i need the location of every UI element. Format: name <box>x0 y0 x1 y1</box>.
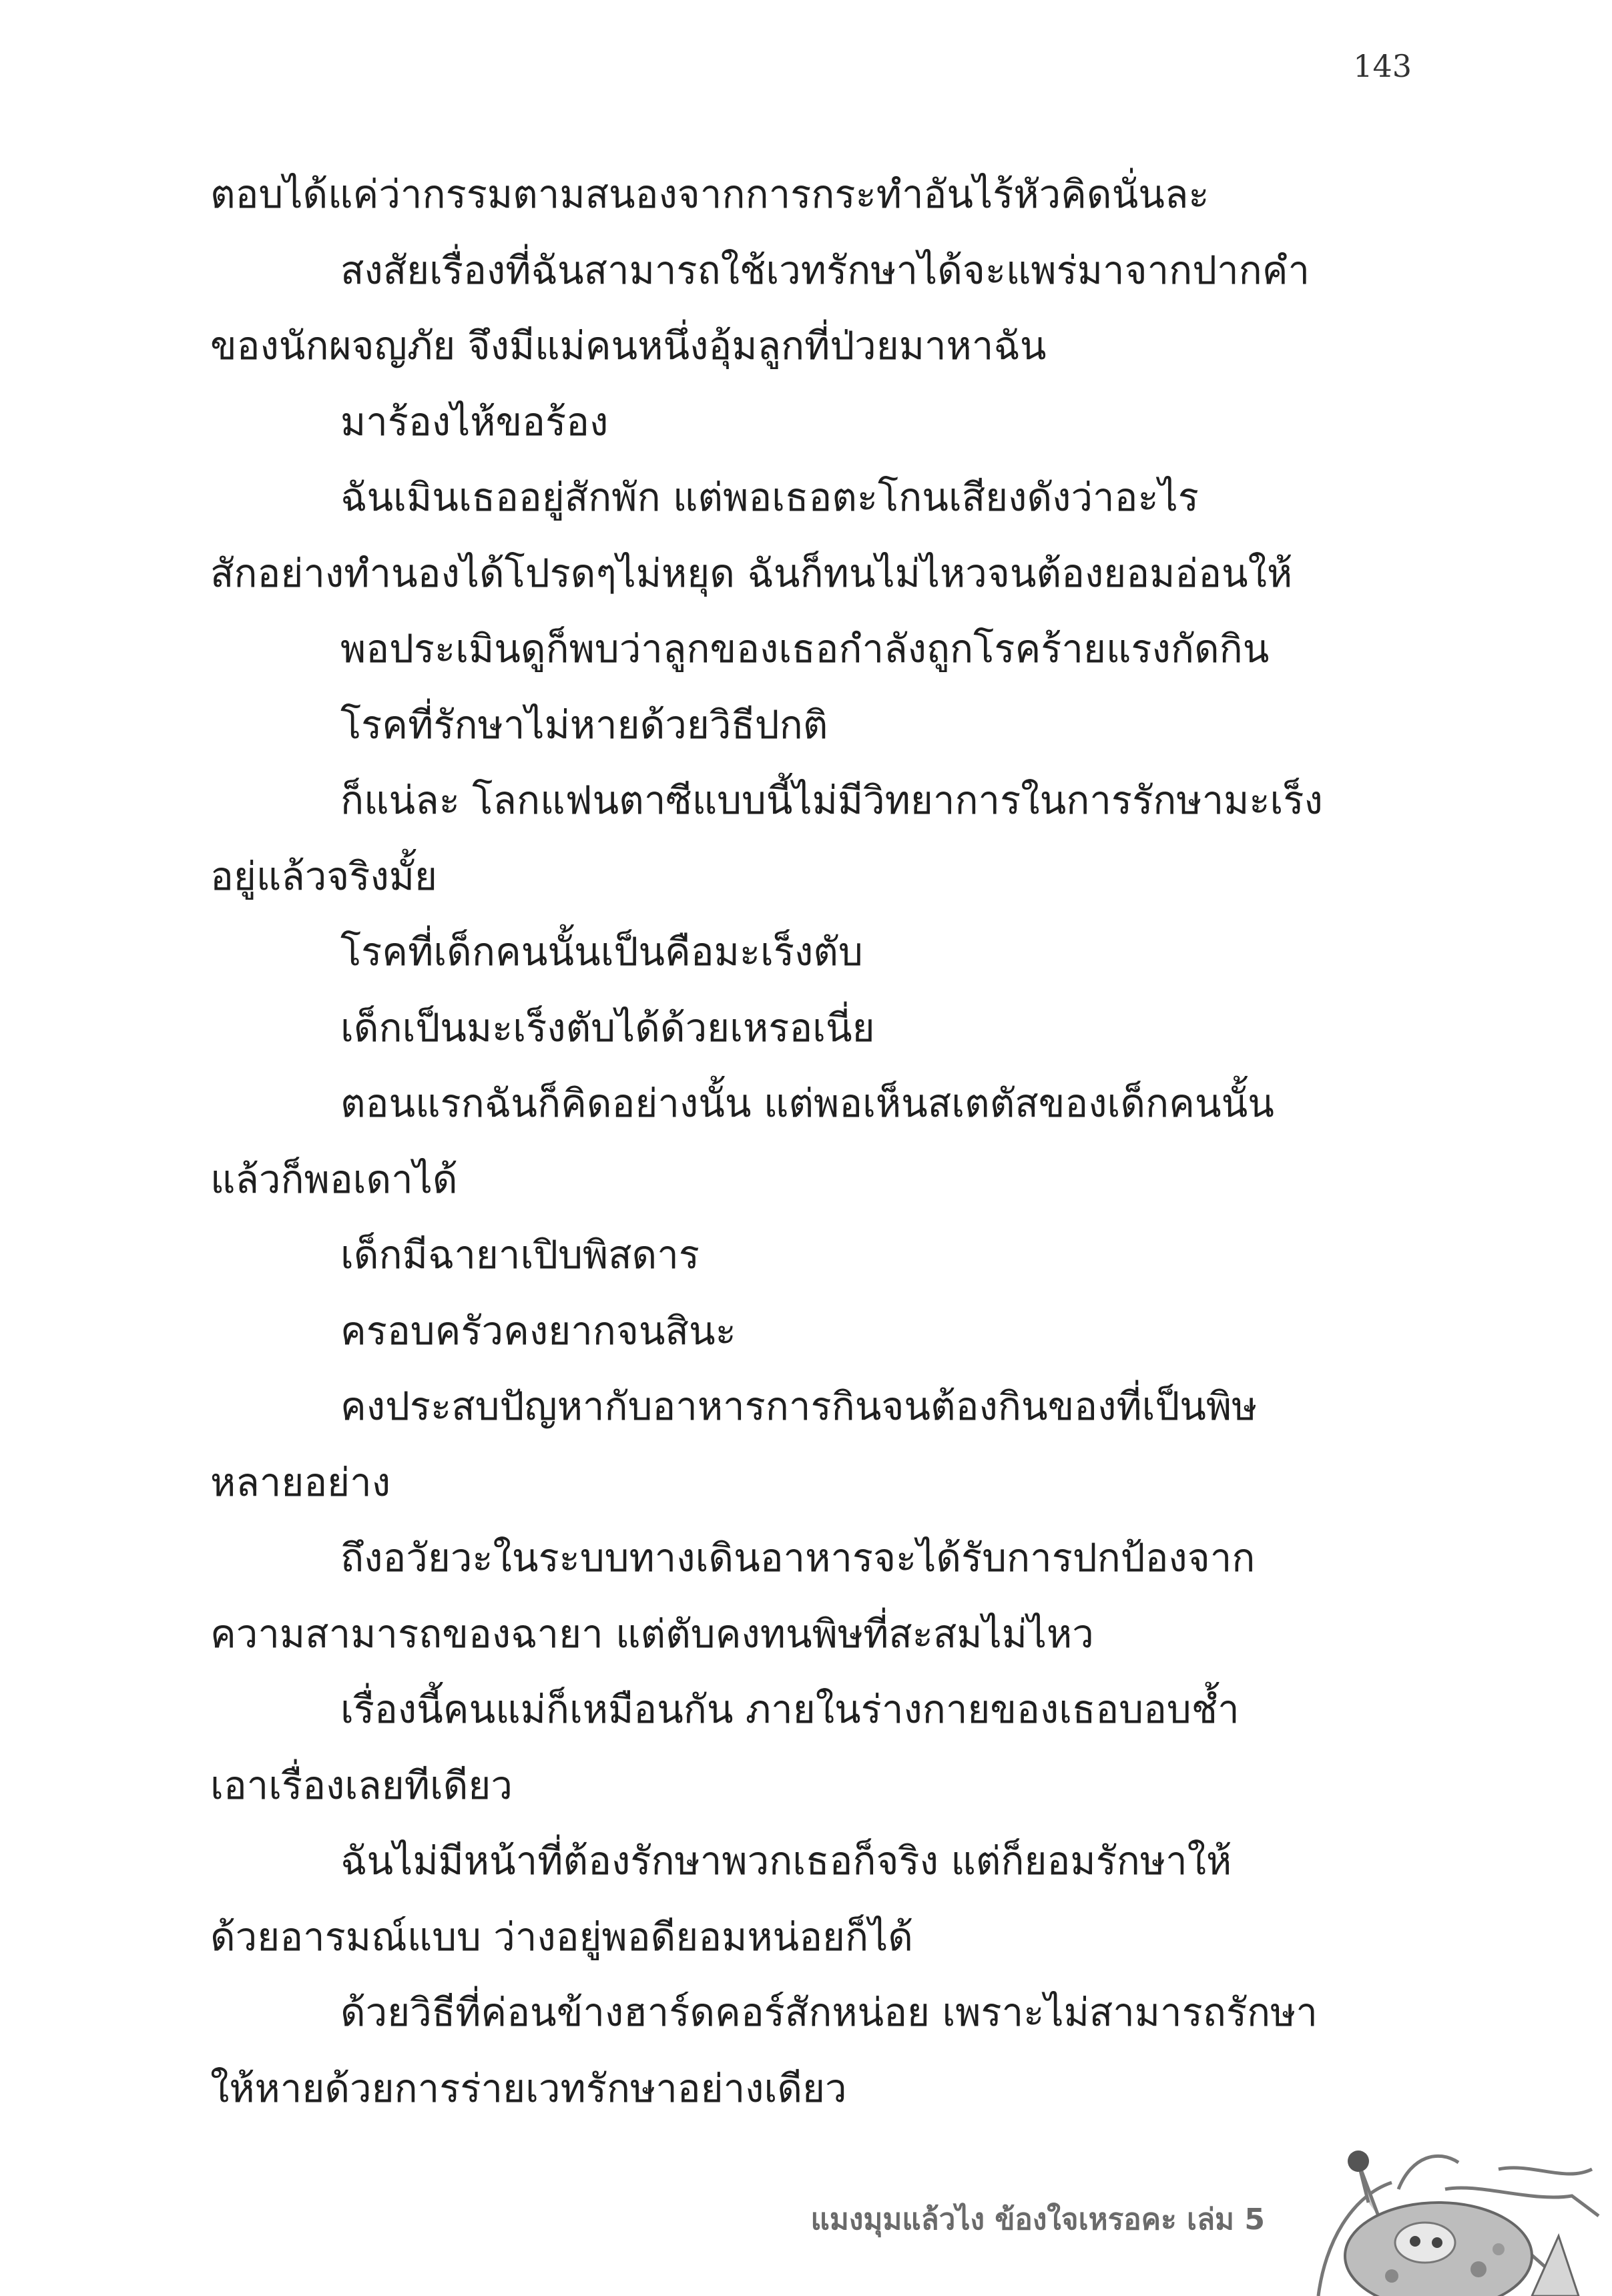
text-line: พอประเมินดูก็พบว่าลูกของเธอกำลังถูกโรคร้ายแรงกัดกิน <box>340 626 1270 671</box>
text-line: โรคที่เด็กคนนั้นเป็นคือมะเร็งตับ <box>340 929 863 974</box>
text-line: ด้วยอารมณ์แบบ ว่างอยู่พอดียอมหน่อยก็ได้ <box>210 1914 913 1960</box>
text-line: ความสามารถของฉายา แต่ตับคงทนพิษที่สะสมไม่ไหว <box>210 1611 1094 1657</box>
text-line: สงสัยเรื่องที่ฉันสามารถใช้เวทรักษาได้จะแพร่มาจากปากคำ <box>340 247 1310 293</box>
text-line: เอาเรื่องเลยทีเดียว <box>210 1762 513 1808</box>
text-line: ตอบได้แค่ว่ากรรมตามสนองจากการกระทำอันไร้หัวคิดนั่นละ <box>210 172 1210 217</box>
text-line: อยู่แล้วจริงมั้ย <box>210 853 437 899</box>
text-line: แล้วก็พอเดาได้ <box>210 1156 458 1202</box>
text-line: เด็กเป็นมะเร็งตับได้ด้วยเหรอเนี่ย <box>340 1005 875 1051</box>
text-line: เรื่องนี้คนแม่ก็เหมือนกัน ภายในร่างกายของเธอบอบช้ำ <box>340 1687 1240 1732</box>
text-line: มาร้องไห้ขอร้อง <box>340 398 609 445</box>
text-line: ถึงอวัยวะในระบบทางเดินอาหารจะได้รับการปกป้องจาก <box>340 1535 1256 1581</box>
spider-mascot-illustration <box>1278 2142 1612 2296</box>
text-line: สักอย่างทำนองได้โปรดๆไม่หยุด ฉันก็ทนไม่ไหวจนต้องยอมอ่อนให้ <box>210 550 1293 596</box>
text-line: ด้วยวิธีที่ค่อนข้างฮาร์ดคอร์สักหน่อย เพราะไม่สามารถรักษา <box>340 1990 1318 2035</box>
text-line: ฉันไม่มีหน้าที่ต้องรักษาพวกเธอก็จริง แต่ก็ยอมรักษาให้ <box>340 1838 1232 1884</box>
text-line: คงประสบปัญหากับอาหารการกินจนต้องกินของที่เป็นพิษ <box>340 1384 1258 1429</box>
text-line: ให้หายด้วยการร่ายเวทรักษาอย่างเดียว <box>210 2065 847 2111</box>
running-footer-title: แมงมุมแล้วไง ข้องใจเหรอคะ เล่ม 5 <box>810 2203 1265 2237</box>
text-line: เด็กมีฉายาเปิบพิสดาร <box>340 1232 700 1277</box>
text-line: ตอนแรกฉันก็คิดอย่างนั้น แต่พอเห็นสเตตัสของเด็กคนนั้น <box>340 1081 1274 1126</box>
text-line: ฉันเมินเธออยู่สักพัก แต่พอเธอตะโกนเสียงดังว่าอะไร <box>340 475 1199 520</box>
text-line: ก็แน่ละ โลกแฟนตาซีแบบนี้ไม่มีวิทยาการในการรักษามะเร็ง <box>340 778 1323 823</box>
text-line: หลายอย่าง <box>210 1459 391 1505</box>
text-line: ของนักผจญภัย จึงมีแม่คนหนึ่งอุ้มลูกที่ป่วยมาหาฉัน <box>210 323 1047 368</box>
text-line: โรคที่รักษาไม่หายด้วยวิธีปกติ <box>340 701 828 748</box>
page-number: 143 <box>1353 48 1412 84</box>
body-text <box>210 157 1418 2126</box>
text-line: ครอบครัวคงยากจนสินะ <box>340 1308 736 1354</box>
